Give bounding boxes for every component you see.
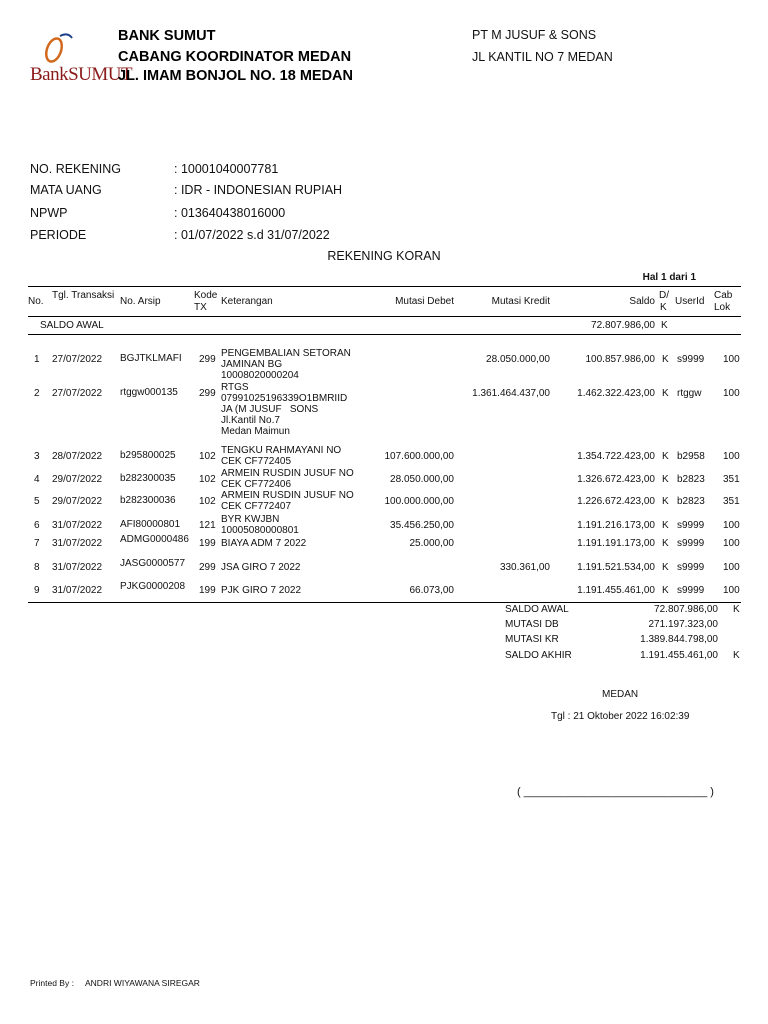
col-header-dk: D/ xyxy=(659,290,669,301)
row-branch: 100 xyxy=(723,354,740,365)
info-value-account: : 10001040007781 xyxy=(174,162,279,176)
row-credit: 1.361.464.437,00 xyxy=(472,388,550,399)
row-userid: b2958 xyxy=(677,451,705,462)
row-description: PJK GIRO 7 2022 xyxy=(221,585,302,596)
summary-label-debit: MUTASI DB xyxy=(505,619,559,630)
row-credit: 330.361,00 xyxy=(499,562,550,573)
col-header-code-tx: TX xyxy=(194,302,207,313)
row-tx-code: 299 xyxy=(199,388,216,399)
row-branch: 351 xyxy=(723,496,740,507)
statement-title: REKENING KORAN xyxy=(327,249,441,263)
info-value-npwp: : 013640438016000 xyxy=(174,206,286,220)
row-archive-no: BGJTKLMAFI xyxy=(120,353,182,364)
summary-label-opening: SALDO AWAL xyxy=(505,604,569,615)
col-header-no: No. xyxy=(28,296,44,307)
footer-city: MEDAN xyxy=(602,689,639,700)
row-debit: 35.456.250,00 xyxy=(390,520,454,531)
col-header-code: Kode xyxy=(194,290,218,301)
row-number: 1 xyxy=(34,354,40,365)
printed-by-name: ANDRI WIYAWANA SIREGAR xyxy=(85,978,200,988)
row-dk: K xyxy=(662,562,669,573)
signature-line: ( ______________________________ ) xyxy=(517,786,714,798)
row-dk: K xyxy=(662,474,669,485)
row-archive-no: ADMG0000486 xyxy=(120,534,189,545)
col-header-userid: UserId xyxy=(675,296,705,307)
row-tx-code: 199 xyxy=(199,585,216,596)
row-userid: s9999 xyxy=(677,520,705,531)
row-description: JSA GIRO 7 2022 xyxy=(221,562,301,573)
row-userid: s9999 xyxy=(677,585,705,596)
row-archive-no: b282300035 xyxy=(120,473,176,484)
row-number: 7 xyxy=(34,538,40,549)
row-date: 27/07/2022 xyxy=(52,388,103,399)
row-debit: 100.000.000,00 xyxy=(384,496,454,507)
summary-value-closing: 1.191.455.461,00 xyxy=(640,650,718,661)
col-header-balance: Saldo xyxy=(629,296,655,307)
row-dk: K xyxy=(662,585,669,596)
logo-swoosh-icon xyxy=(38,30,78,66)
row-number: 9 xyxy=(34,585,40,596)
row-dk: K xyxy=(662,354,669,365)
row-date: 31/07/2022 xyxy=(52,585,103,596)
row-number: 3 xyxy=(34,451,40,462)
row-credit: 28.050.000,00 xyxy=(486,354,550,365)
row-archive-no: JASG0000577 xyxy=(120,558,186,569)
col-header-dk-k: K xyxy=(660,302,667,313)
row-number: 2 xyxy=(34,388,40,399)
row-description: PENGEMBALIAN SETORAN JAMINAN BG 10008020000204 xyxy=(221,348,351,381)
row-balance: 100.857.986,00 xyxy=(585,354,655,365)
row-description: BYR KWJBN 10005080000801 xyxy=(221,514,299,536)
row-tx-code: 121 xyxy=(199,520,216,531)
row-branch: 351 xyxy=(723,474,740,485)
info-value-currency: : IDR - INDONESIAN RUPIAH xyxy=(174,183,343,197)
row-branch: 100 xyxy=(723,388,740,399)
opening-balance-label: SALDO AWAL xyxy=(40,320,104,331)
row-tx-code: 102 xyxy=(199,496,216,507)
row-balance: 1.191.191.173,00 xyxy=(577,538,655,549)
row-date: 27/07/2022 xyxy=(52,354,103,365)
row-branch: 100 xyxy=(723,520,740,531)
row-branch: 100 xyxy=(723,451,740,462)
info-label-currency: MATA UANG xyxy=(30,183,102,197)
table-header-rule xyxy=(28,316,741,317)
row-balance: 1.191.521.534,00 xyxy=(577,562,655,573)
row-description: TENGKU RAHMAYANI NO CEK CF772405 xyxy=(221,445,342,467)
row-balance: 1.191.455.461,00 xyxy=(577,585,655,596)
printed-by-label: Printed By : xyxy=(30,978,74,988)
col-header-credit: Mutasi Kredit xyxy=(491,296,550,307)
bank-address: JL. IMAM BONJOL NO. 18 MEDAN xyxy=(118,68,353,84)
row-userid: b2823 xyxy=(677,474,705,485)
logo-wordmark: BankSUMUT xyxy=(30,64,133,85)
summary-label-credit: MUTASI KR xyxy=(505,634,559,645)
row-dk: K xyxy=(662,496,669,507)
row-description: RTGS 07991025196339O1BMRIID JA (M JUSUF SONS Jl.Kantil No.7 Medan Maimun xyxy=(221,382,348,437)
row-tx-code: 299 xyxy=(199,354,216,365)
row-date: 31/07/2022 xyxy=(52,562,103,573)
row-archive-no: rtggw000135 xyxy=(120,387,178,398)
summary-value-debit: 271.197.323,00 xyxy=(648,619,718,630)
footer-date: Tgl : 21 Oktober 2022 16:02:39 xyxy=(551,711,690,722)
row-tx-code: 299 xyxy=(199,562,216,573)
opening-balance-value: 72.807.986,00 xyxy=(591,320,655,331)
row-balance: 1.191.216.173,00 xyxy=(577,520,655,531)
bank-logo xyxy=(30,30,133,90)
summary-value-credit: 1.389.844.798,00 xyxy=(640,634,718,645)
row-date: 31/07/2022 xyxy=(52,538,103,549)
row-archive-no: PJKG0000208 xyxy=(120,581,186,592)
info-label-period: PERIODE xyxy=(30,228,87,242)
row-userid: s9999 xyxy=(677,538,705,549)
row-tx-code: 102 xyxy=(199,451,216,462)
table-bottom-rule xyxy=(28,602,741,603)
row-tx-code: 102 xyxy=(199,474,216,485)
row-userid: b2823 xyxy=(677,496,705,507)
summary-dk-closing: K xyxy=(733,650,740,661)
row-tx-code: 199 xyxy=(199,538,216,549)
col-header-debit: Mutasi Debet xyxy=(395,296,454,307)
row-userid: s9999 xyxy=(677,562,705,573)
row-dk: K xyxy=(662,388,669,399)
col-header-branch-lok: Lok xyxy=(714,302,731,313)
row-debit: 66.073,00 xyxy=(409,585,454,596)
row-description: BIAYA ADM 7 2022 xyxy=(221,538,307,549)
table-top-rule xyxy=(28,286,741,287)
row-archive-no: AFI80000801 xyxy=(120,519,181,530)
info-value-period: : 01/07/2022 s.d 31/07/2022 xyxy=(174,228,330,242)
summary-label-closing: SALDO AKHIR xyxy=(505,650,572,661)
page-indicator: Hal 1 dari 1 xyxy=(642,272,696,283)
row-archive-no: b295800025 xyxy=(120,450,176,461)
row-dk: K xyxy=(662,451,669,462)
summary-dk-opening: K xyxy=(733,604,740,615)
row-balance: 1.226.672.423,00 xyxy=(577,496,655,507)
row-debit: 107.600.000,00 xyxy=(384,451,454,462)
row-number: 8 xyxy=(34,562,40,573)
row-description: ARMEIN RUSDIN JUSUF NO CEK CF772406 xyxy=(221,468,354,490)
info-label-account: NO. REKENING xyxy=(30,162,121,176)
row-userid: rtggw xyxy=(677,388,702,399)
row-date: 31/07/2022 xyxy=(52,520,103,531)
row-branch: 100 xyxy=(723,562,740,573)
col-header-description: Keterangan xyxy=(221,296,273,307)
row-userid: s9999 xyxy=(677,354,705,365)
row-dk: K xyxy=(662,538,669,549)
row-balance: 1.354.722.423,00 xyxy=(577,451,655,462)
row-branch: 100 xyxy=(723,585,740,596)
row-debit: 25.000,00 xyxy=(409,538,454,549)
bank-branch: CABANG KOORDINATOR MEDAN xyxy=(118,49,352,65)
row-date: 29/07/2022 xyxy=(52,496,103,507)
row-number: 5 xyxy=(34,496,40,507)
row-branch: 100 xyxy=(723,538,740,549)
company-name: PT M JUSUF & SONS xyxy=(472,28,597,42)
row-date: 29/07/2022 xyxy=(52,474,103,485)
summary-value-opening: 72.807.986,00 xyxy=(654,604,718,615)
opening-balance-rule xyxy=(28,334,741,335)
info-label-npwp: NPWP xyxy=(30,206,68,220)
row-debit: 28.050.000,00 xyxy=(390,474,454,485)
row-archive-no: b282300036 xyxy=(120,495,176,506)
row-number: 4 xyxy=(34,474,40,485)
col-header-date: Tgl. Transaksi xyxy=(52,290,115,301)
row-balance: 1.462.322.423,00 xyxy=(577,388,655,399)
row-number: 6 xyxy=(34,520,40,531)
row-description: ARMEIN RUSDIN JUSUF NO CEK CF772407 xyxy=(221,490,354,512)
row-dk: K xyxy=(662,520,669,531)
company-address: JL KANTIL NO 7 MEDAN xyxy=(472,50,613,64)
opening-balance-dk: K xyxy=(661,320,668,331)
col-header-branch: Cab xyxy=(714,290,733,301)
bank-name: BANK SUMUT xyxy=(118,28,216,44)
row-date: 28/07/2022 xyxy=(52,451,103,462)
row-balance: 1.326.672.423,00 xyxy=(577,474,655,485)
col-header-archive: No. Arsip xyxy=(120,296,161,307)
